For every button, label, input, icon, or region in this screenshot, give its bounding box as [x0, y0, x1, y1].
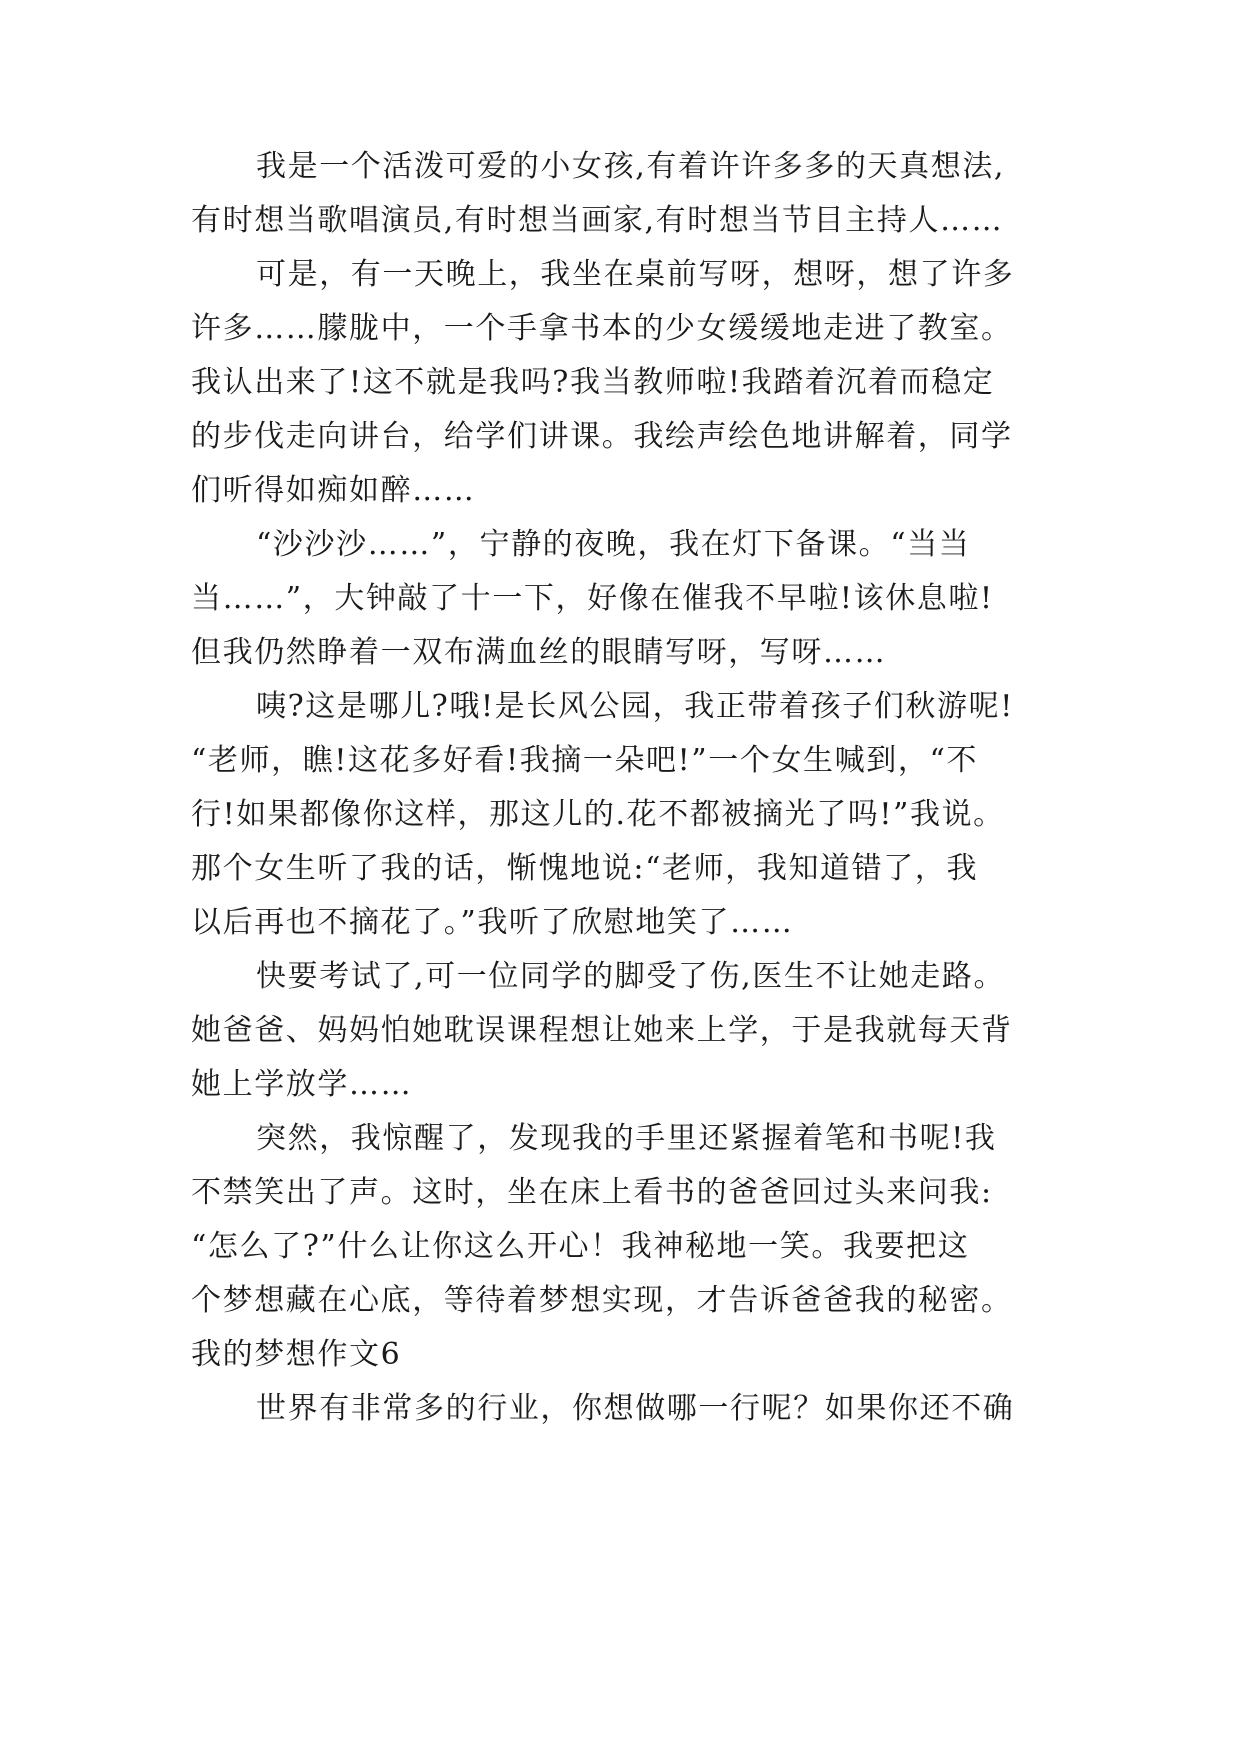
text-line: 世界有非常多的行业，你想做哪一行呢？如果你还不确: [256, 1391, 1015, 1426]
text-line: “老师，瞧!这花多好看!我摘一朵吧!”一个女生喊到，“不: [191, 743, 978, 778]
text-line: 快要考试了,可一位同学的脚受了伤,医生不让她走路。: [256, 959, 1006, 994]
text-line: “沙沙沙……”，宁静的夜晚，我在灯下备课。“当当: [256, 527, 971, 562]
text-line: 我是一个活泼可爱的小女孩,有着许许多多的天真想法,: [256, 149, 1006, 184]
text-line: 行!如果都像你这样，那这儿的.花不都被摘光了吗!”我说。: [191, 797, 1005, 832]
text-line: 个梦想藏在心底，等待着梦想实现，才告诉爸爸我的秘密。: [191, 1283, 1013, 1318]
text-line: 不禁笑出了声。这时，坐在床上看书的爸爸回过头来问我:: [191, 1175, 993, 1210]
text-line: 们听得如痴如醉……: [191, 473, 476, 508]
text-line: “怎么了?”什么让你这么开心！我神秘地一笑。我要把这: [191, 1229, 970, 1264]
section-heading: 我的梦想作文6: [191, 1337, 402, 1372]
text-line: 的步伐走向讲台，给学们讲课。我绘声绘色地讲解着，同学: [191, 419, 1013, 454]
text-line: 当……”，大钟敲了十一下，好像在催我不早啦!该休息啦!: [191, 581, 994, 616]
text-line: 她爸爸、妈妈怕她耽误课程想让她来上学，于是我就每天背: [191, 1013, 1013, 1048]
text-line: 但我仍然睁着一双布满血丝的眼睛写呀，写呀……: [191, 635, 887, 670]
text-line: 可是，有一天晚上，我坐在桌前写呀，想呀，想了许多: [256, 257, 1015, 292]
text-line: 她上学放学……: [191, 1067, 413, 1102]
text-line: 以后再也不摘花了。”我听了欣慰地笑了……: [191, 905, 794, 940]
text-line: 突然，我惊醒了，发现我的手里还紧握着笔和书呢!我: [256, 1121, 997, 1156]
text-line: 那个女生听了我的话，惭愧地说:“老师，我知道错了，我: [191, 851, 979, 886]
text-line: 有时想当歌唱演员,有时想当画家,有时想当节目主持人……: [191, 203, 1004, 238]
text-line: 咦?这是哪儿?哦!是长风公园，我正带着孩子们秋游呢!: [256, 689, 1014, 724]
text-line: 许多……朦胧中，一个手拿书本的少女缓缓地走进了教室。: [191, 311, 1013, 346]
text-line: 我认出来了!这不就是我吗?我当教师啦!我踏着沉着而稳定: [191, 365, 995, 400]
